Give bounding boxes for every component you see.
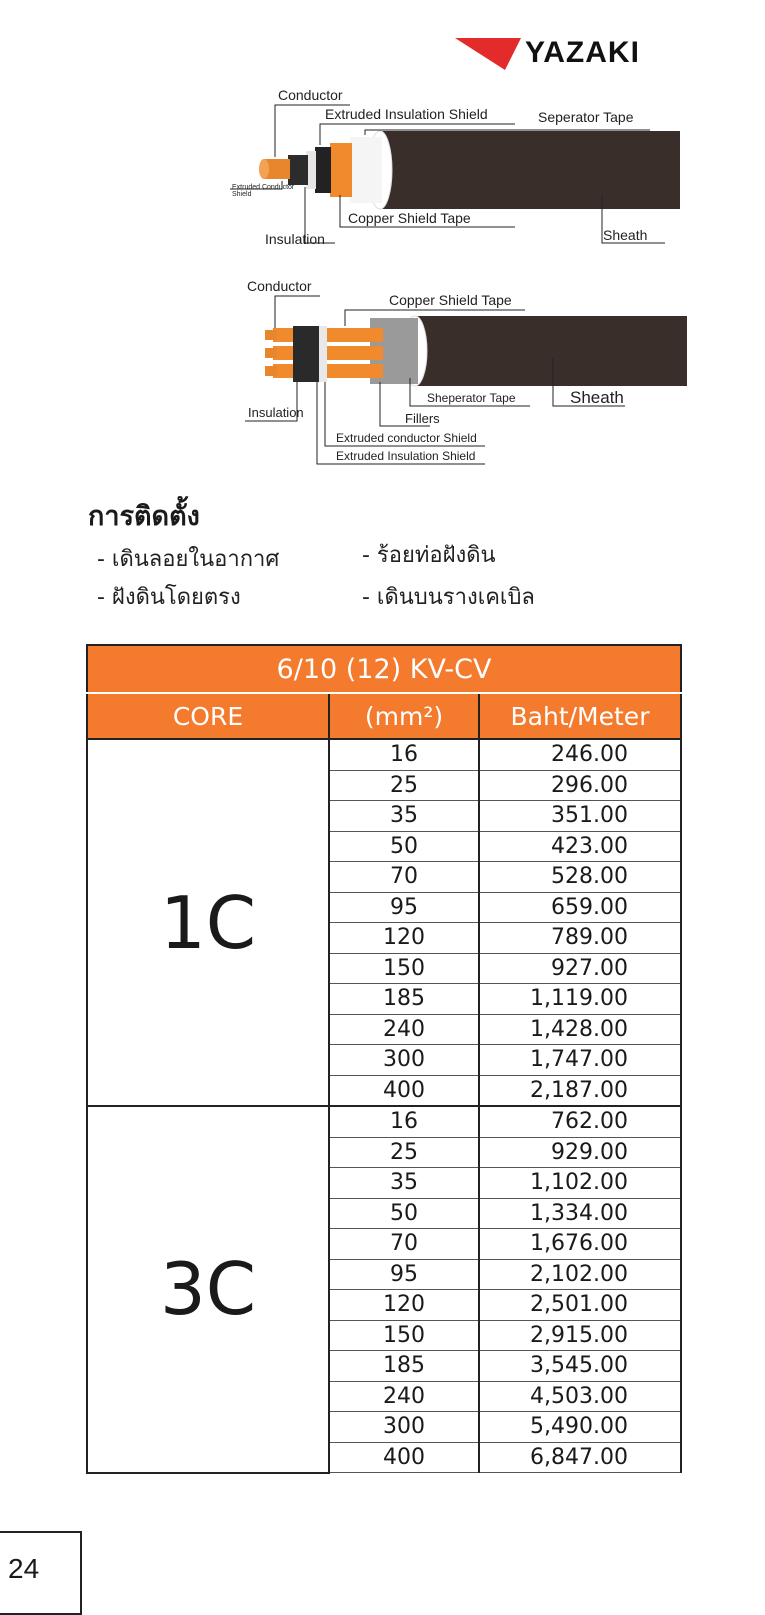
table-body (87, 739, 681, 1473)
size-cell: 400 (329, 1075, 479, 1106)
price-cell: 6,847.00 (479, 1442, 681, 1473)
price-cell: 296.00 (479, 770, 681, 801)
brand-name: YAZAKI (525, 36, 640, 69)
size-cell: 35 (329, 801, 479, 832)
price-cell: 1,102.00 (479, 1168, 681, 1199)
price-cell: 351.00 (479, 801, 681, 832)
price-cell: 4,503.00 (479, 1381, 681, 1412)
label-extruded-conductor-shield: Extruded conductor Shield (336, 431, 477, 445)
price-cell: 1,428.00 (479, 1014, 681, 1045)
size-cell: 16 (329, 1106, 479, 1137)
size-cell: 185 (329, 984, 479, 1015)
cable-diagram-1c (230, 85, 690, 255)
core-cell: 1C (87, 739, 329, 1106)
size-cell: 120 (329, 923, 479, 954)
installation-item: - ร้อยท่อฝังดิน (362, 543, 496, 568)
core-cell: 3C (87, 1106, 329, 1473)
label-conductor: Conductor (278, 87, 343, 103)
yazaki-mark-icon (455, 38, 521, 72)
size-cell: 240 (329, 1381, 479, 1412)
price-cell: 762.00 (479, 1106, 681, 1137)
price-cell: 927.00 (479, 953, 681, 984)
price-table (86, 644, 682, 1474)
price-cell: 528.00 (479, 862, 681, 893)
size-cell: 50 (329, 1198, 479, 1229)
price-cell: 2,187.00 (479, 1075, 681, 1106)
size-cell: 300 (329, 1045, 479, 1076)
label-separator-tape: Sheperator Tape (427, 391, 516, 405)
page-number-box (0, 1531, 82, 1615)
size-cell: 300 (329, 1412, 479, 1443)
size-cell: 95 (329, 892, 479, 923)
size-cell: 50 (329, 831, 479, 862)
installation-title: การติดตั้ง (88, 501, 200, 532)
label-extruded-insulation-shield: Extruded Insulation Shield (325, 106, 488, 122)
label-conductor: Conductor (247, 278, 312, 294)
label-sheath: Sheath (603, 227, 648, 243)
label-copper-shield-tape: Copper Shield Tape (389, 292, 512, 308)
price-cell: 789.00 (479, 923, 681, 954)
label-sheath: Sheath (570, 388, 624, 407)
size-cell: 16 (329, 739, 479, 770)
price-cell: 423.00 (479, 831, 681, 862)
size-cell: 95 (329, 1259, 479, 1290)
price-cell: 929.00 (479, 1137, 681, 1168)
size-cell: 25 (329, 1137, 479, 1168)
label-separator-tape: Seperator Tape (538, 109, 634, 125)
label-copper-shield-tape: Copper Shield Tape (348, 210, 471, 226)
size-cell: 400 (329, 1442, 479, 1473)
header-price: Baht/Meter (479, 693, 681, 739)
price-cell: 5,490.00 (479, 1412, 681, 1443)
size-cell: 70 (329, 862, 479, 893)
cable-diagram-3c (245, 278, 690, 473)
size-cell: 120 (329, 1290, 479, 1321)
page-number: 24 (8, 1553, 40, 1584)
size-cell: 240 (329, 1014, 479, 1045)
size-cell: 150 (329, 1320, 479, 1351)
yazaki-logo (455, 36, 685, 76)
price-cell: 1,747.00 (479, 1045, 681, 1076)
size-cell: 35 (329, 1168, 479, 1199)
price-cell: 1,334.00 (479, 1198, 681, 1229)
size-cell: 25 (329, 770, 479, 801)
label-insulation: Insulation (248, 405, 304, 420)
table-row (87, 739, 681, 770)
header-core: CORE (87, 693, 329, 739)
price-cell: 1,676.00 (479, 1229, 681, 1260)
installation-item: - เดินลอยในอากาศ (97, 547, 280, 572)
price-cell: 659.00 (479, 892, 681, 923)
price-cell: 246.00 (479, 739, 681, 770)
installation-item: - เดินบนรางเคเบิล (362, 585, 535, 610)
label-extruded-insulation-shield: Extruded Insulation Shield (336, 449, 476, 463)
size-cell: 185 (329, 1351, 479, 1382)
price-cell: 2,102.00 (479, 1259, 681, 1290)
header-size: (mm²) (329, 693, 479, 739)
price-cell: 2,915.00 (479, 1320, 681, 1351)
label-fillers: Fillers (405, 411, 440, 426)
table-title-row (87, 645, 681, 693)
installation-item: - ฝังดินโดยตรง (97, 585, 241, 610)
size-cell: 70 (329, 1229, 479, 1260)
label-extruded-conductor-shield: Extruded Conductor Shield (232, 184, 295, 198)
table-header-row (87, 693, 681, 739)
price-cell: 1,119.00 (479, 984, 681, 1015)
price-cell: 2,501.00 (479, 1290, 681, 1321)
size-cell: 150 (329, 953, 479, 984)
label-insulation: Insulation (265, 231, 325, 247)
table-row (87, 1106, 681, 1137)
price-cell: 3,545.00 (479, 1351, 681, 1382)
table-title: 6/10 (12) KV-CV (87, 645, 681, 693)
